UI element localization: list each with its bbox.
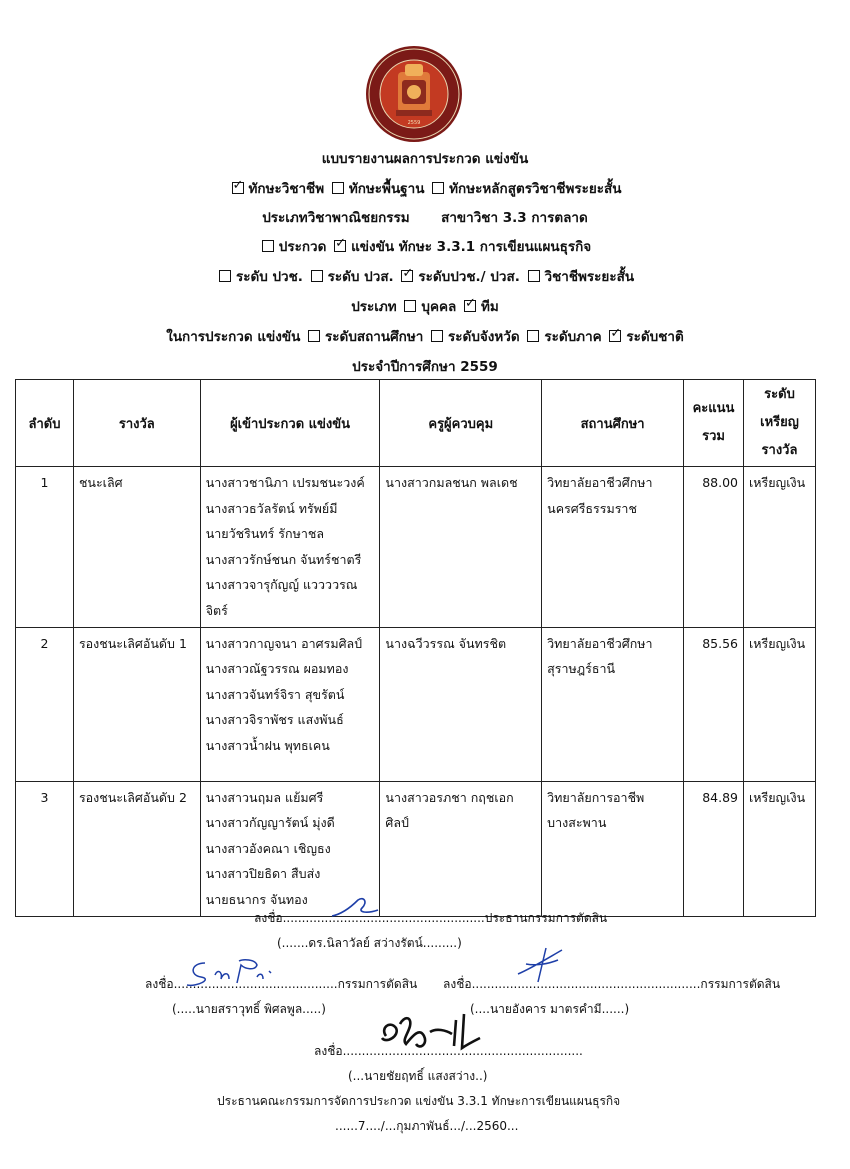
checkbox-checked <box>464 300 476 312</box>
level-line <box>0 265 850 287</box>
header-school: สถานศึกษา <box>542 380 684 467</box>
vocational-education-commission-seal-icon <box>364 44 464 144</box>
subject-branch: สาขาวิชา 3.3 การตลาด <box>441 210 588 226</box>
header-no: ลำดับ <box>16 380 74 467</box>
skill-type-line <box>0 177 850 199</box>
checkbox-unchecked <box>332 182 344 194</box>
row-school: วิทยาลัยการอาชีพ บางสะพาน <box>542 781 684 916</box>
competition-level-line <box>0 325 850 347</box>
checkbox-unchecked <box>527 330 539 342</box>
row-award: รองชนะเลิศอันดับ 2 <box>73 781 200 916</box>
row-no: 3 <box>16 781 74 916</box>
option-label: บุคคล <box>421 299 457 315</box>
row-award: ชนะเลิศ <box>73 467 200 628</box>
option-label: ระดับภาค <box>544 329 602 345</box>
option-label: ระดับปวช./ ปวส. <box>418 269 520 285</box>
table-row <box>16 781 816 916</box>
row-award: รองชนะเลิศอันดับ 1 <box>73 627 200 781</box>
checkbox-unchecked <box>262 240 274 252</box>
checkbox-unchecked <box>432 182 444 194</box>
row-score: 84.89 <box>684 781 744 916</box>
checkbox-checked <box>401 270 413 282</box>
bottom-signature-ink <box>376 1010 486 1056</box>
header-participants: ผู้เข้าประกวด แข่งขัน <box>200 380 380 467</box>
level-prefix: ในการประกวด แข่งขัน <box>166 329 301 345</box>
left-judge-signature-line: ลงชื่อ...........................................กรรมการตัดสิน <box>145 977 418 991</box>
report-title: แบบรายงานผลการประกวด แข่งขัน <box>321 151 529 167</box>
row-advisor: นางสาวอรภชา กฤชเอกศิลป์ <box>380 781 542 916</box>
row-participants: นางสาวชานิภา เปรมชนะวงค์ นางสาวธวัลรัตน์ ทรัพย์มี นายวัชรินทร์ รักษาชล นางสาวรักษ์ชนก จันทร์ชาตรี นางสาวจารุกัญญ์ แววววรณจิตร์ <box>200 467 380 628</box>
table-row <box>16 627 816 781</box>
row-school: วิทยาลัยอาชีวศึกษา นครศรีธรรมราช <box>542 467 684 628</box>
right-judge-signature-line: ลงชื่อ............................................................กรรมการตัดสิน <box>443 977 781 991</box>
header-medal: ระดับ เหรียญ รางวัล <box>744 380 816 467</box>
row-advisor: นางสาวกมลชนก พลเดช <box>380 467 542 628</box>
chair-name: (.......ดร.นิลาวัลย์ สว่างรัตน์.........) <box>277 936 462 950</box>
row-medal: เหรียญเงิน <box>744 781 816 916</box>
row-participants: นางสาวนฤมล แย้มศรี นางสาวกัญญารัตน์ มุ่งดี นางสาวอังคณา เชิญธง นางสาวปิยธิดา สืบส่ง นายธนากร จันทอง <box>200 781 380 916</box>
subject-type: ประเภทวิชาพาณิชยกรรม <box>262 210 410 226</box>
row-score: 88.00 <box>684 467 744 628</box>
results-table <box>15 379 816 917</box>
header-award: รางวัล <box>73 380 200 467</box>
contest-skill-line <box>0 235 850 257</box>
option-label: ระดับจังหวัด <box>448 329 520 345</box>
option-label: วิชาชีพระยะสั้น <box>544 269 635 285</box>
right-judge-signature-ink <box>512 944 572 984</box>
checkbox-checked <box>334 240 346 252</box>
chair-signature-ink <box>330 896 380 920</box>
option-label: ทักษะพื้นฐาน <box>348 181 425 197</box>
header-advisor: ครูผู้ควบคุม <box>380 380 542 467</box>
row-medal: เหรียญเงิน <box>744 627 816 781</box>
row-no: 2 <box>16 627 74 781</box>
row-participants: นางสาวกาญจนา อาศรมศิลป์ นางสาวณัฐวรรณ ผอมทอง นางสาวจันทร์จิรา สุขรัตน์ นางสาวจิราพัชร แสงพันธ์ นางสาวน้ำฝน พุทธเคน <box>200 627 380 781</box>
option-label: ระดับ ปวส. <box>327 269 394 285</box>
checkbox-unchecked <box>431 330 443 342</box>
academic-year: ประจำปีการศึกษา 2559 <box>352 359 498 375</box>
bottom-name: (...นายชัยฤทธิ์ แสงสว่าง..) <box>348 1069 488 1083</box>
row-medal: เหรียญเงิน <box>744 467 816 628</box>
option-label: แข่งขัน <box>351 239 395 255</box>
option-label: ประกวด <box>278 239 327 255</box>
row-score: 85.56 <box>684 627 744 781</box>
table-header-row <box>16 380 816 467</box>
type-prefix: ประเภท <box>351 299 397 315</box>
row-school: วิทยาลัยอาชีวศึกษา สุราษฎร์ธานี <box>542 627 684 781</box>
skill-name: ทักษะ 3.3.1 การเขียนแผนธุรกิจ <box>398 239 592 255</box>
table-row <box>16 467 816 628</box>
checkbox-unchecked <box>311 270 323 282</box>
row-no: 1 <box>16 467 74 628</box>
checkbox-unchecked <box>528 270 540 282</box>
option-label: ทีม <box>480 299 499 315</box>
logo-year: 2559 <box>407 120 421 126</box>
signing-date: ......7..../...กุมภาพันธ์.../...2560... <box>335 1119 519 1133</box>
checkbox-unchecked <box>404 300 416 312</box>
chair-signature-line: ลงชื่อ.....................................................ประธานกรรมการตัดสิน <box>254 911 608 925</box>
checkbox-unchecked <box>308 330 320 342</box>
header-score: คะแนน รวม <box>684 380 744 467</box>
organizing-chair-title: ประธานคณะกรรมการจัดการประกวด แข่งขัน 3.3.1 ทักษะการเขียนแผนธุรกิจ <box>217 1094 621 1108</box>
left-judge-signature-ink <box>183 955 283 991</box>
checkbox-checked <box>609 330 621 342</box>
row-advisor: นางฉวีวรรณ จันทรชิต <box>380 627 542 781</box>
option-label: ระดับสถานศึกษา <box>325 329 424 345</box>
right-judge-name: (....นายอังคาร มาตรคำมี......) <box>470 1002 630 1016</box>
checkbox-unchecked <box>219 270 231 282</box>
checkbox-checked <box>232 182 244 194</box>
bottom-signature-line: ลงชื่อ............................................................... <box>314 1044 583 1058</box>
option-label: ระดับชาติ <box>626 329 684 345</box>
option-label: ทักษะหลักสูตรวิชาชีพระยะสั้น <box>449 181 622 197</box>
option-label: ระดับ ปวช. <box>235 269 303 285</box>
left-judge-name: (.....นายสราวุทธิ์ พิศลพูล.....) <box>172 1002 326 1016</box>
option-label: ทักษะวิชาชีพ <box>248 181 325 197</box>
subject-line <box>0 206 850 228</box>
participant-type-line <box>0 295 850 317</box>
